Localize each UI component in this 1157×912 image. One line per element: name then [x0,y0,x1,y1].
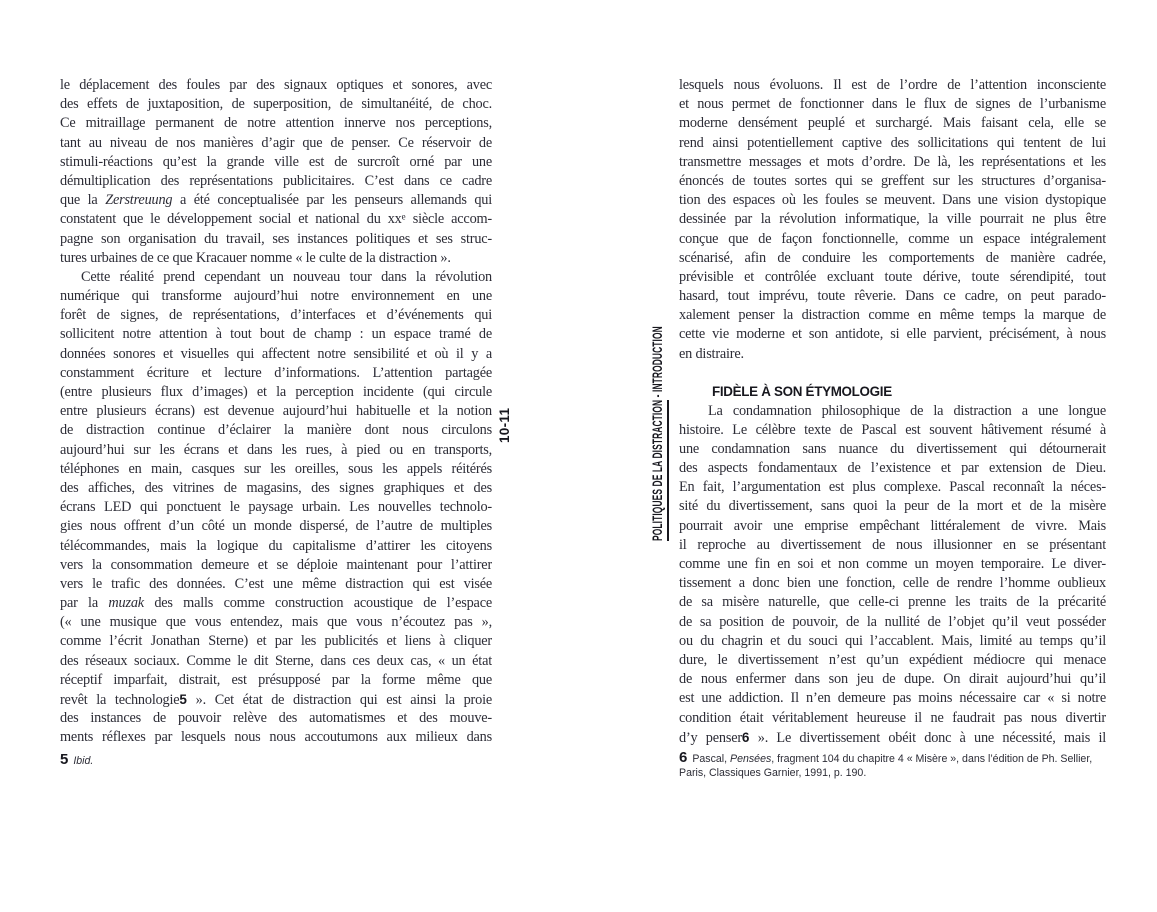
text-line: de nous enfermer dans son jeu de dupe. On dirait aujourd’hui qu’il [679,671,1106,688]
text-line: transmettre messages et mots d’ordre. De là, les représentations et les [679,153,1106,170]
text-line: aujourd’hui sur les écrans et dans les rues, à pied ou en transports, [60,441,492,458]
text-line: constatent que le développement social et national du $xx^e$ siècle accom- [60,211,492,228]
text-line: En fait, l’argumentation est plus complexe. Pascal reconnaît la néces- [679,479,1106,496]
text-line: des aspects fondamentaux de l’existence et par extension de Dieu. [679,460,1106,477]
text-line: lesquels nous évoluons. Il est de l’ordre de l’attention inconsciente [679,77,1106,93]
text-line: téléphones en main, casques sur les oreilles, sous les appels réitérés [60,460,492,477]
text-line: le déplacement des foules par des signaux optiques et sonores, avec [60,77,492,93]
text-line: La condamnation philosophique de la distraction a une longue [708,402,1106,419]
text-line: que la Zerstreuung a été conceptualisée par les penseurs allemands qui [60,192,492,209]
section-heading: FIDÈLE À SON ÉTYMOLOGIE [712,384,892,400]
text-line: conçue que de façon fonctionnelle, comme un espace intégralement [679,230,1106,247]
text-line: tures urbaines de ce que Kracauer nomme « le culte de la distraction ». [60,249,451,266]
left-page-text [60,76,492,748]
text-line: entre plusieurs écrans) est devenue aujourd’hui habituelle et la notion [60,403,492,420]
text-line: des affiches, des vitrines de magasins, des signes graphiques et des [60,479,492,496]
text-line: histoire. Le célèbre texte de Pascal est souvent hâtivement résumé à [679,421,1106,438]
text-line: revêt la technologie5 ». Cet état de distraction qui est ainsi la proie [60,692,492,708]
text-line: ou du chagrin et du souci qui l’accablent. Mais, limité au temps qu’il [679,632,1106,649]
paragraph [679,402,1106,747]
footnote-marker: 6 [679,749,688,766]
text-line: est une addiction. Il n’en demeure pas moins nécessaire car « si notre [679,690,1106,707]
text-line: gies nous offrent d’un côté un monde dispersé, de l’autre de multiples [60,518,492,535]
text-line: télécommandes, mais la logique du capitalisme d’attirer les citoyens [60,537,492,554]
text-line: (entre plusieurs flux d’images) et la perception incidente (qui circule [60,384,492,400]
text-line: condition était véritablement heureuse il ne faudrait pas nous divertir [679,709,1106,726]
text-line: forêt de signes, de représentations, d’interfaces et d’événements qui [60,307,492,324]
paragraph [60,76,492,268]
text-line: sité du divertissement, sans quoi la peur de la mort et de la misère [679,498,1106,515]
text-line: dure, le divertissement n’est qu’un expédient médiocre qui menace [679,651,1106,668]
text-line: moderne densément peuplé et surchargé. Mais faisant cela, elle se [679,115,1106,132]
page-number [497,405,514,443]
text-line: (« une musique que vous entendez, mais que vous n’écoutez pas », [60,614,492,631]
right-page-text [679,76,1106,747]
text-line: comme une fin en soi et non comme un moyen temporaire. Le diver- [679,556,1106,572]
text-line: prévisible et contrôlée excluant toute dérive, toute sérendipité, tout [679,268,1106,285]
text-line: cette vie moderne et son antidote, si elle parvient, précisément, à nous [679,326,1106,343]
text-line: écrans LED qui ponctuent le paysage urbain. Les nouvelles technolo- [60,499,492,516]
text-line: en distraire. [679,345,744,362]
paragraph [679,76,1106,364]
text-line: ments réflexes par lesquels nous nous accoutumons aux milieux dans [60,729,492,746]
text-line: données sonores et visuelles qui affectent notre sensibilité et où il y a [60,345,492,362]
footnote-text: Pascal, Pensées, fragment 104 du chapitre 4 « Misère », dans l’édition de Ph. Sellier, Paris, Classiques Garnier, 1991, p. 190. [679,753,1093,779]
right-footnote [679,751,1106,780]
running-title-chapter: - INTRODUCTION [649,326,665,400]
text-line: vers la consommation demeure et se déploie maintenant pour l’attirer [60,556,492,573]
text-line: stimuli-réactions qu’est la grande ville est de surcroît orné par une [60,153,492,170]
text-line: des instances de pouvoir relève des automatismes et des mouve- [60,710,492,727]
paragraph [60,268,492,748]
text-line: comme l’écrit Jonathan Sterne) et par les publicités et liens à cliquer [60,633,492,650]
text-line: Ce mitraillage permanent de notre attention innerve nos perceptions, [60,115,492,132]
text-line: pourrait avoir une emprise empêchant littéralement de vivre. Mais [679,517,1106,534]
left-footnote [60,753,492,769]
text-line: constamment écriture et lecture d’informations. L’attention partagée [60,364,492,381]
running-title [649,309,669,541]
text-line: vers le trafic des données. C’est une même distraction qui est visée [60,575,492,592]
text-line: il reproche au divertissement de nous illusionner en se présentant [679,536,1106,553]
footnote-text: Ibid. [73,755,94,767]
text-line: des réseaux sociaux. Comme le dit Sterne, dans ces deux cas, « un état [60,652,492,669]
text-line: énoncés de toutes sortes qui se greffent sur les structures d’organisa- [679,172,1106,189]
text-line: une condamnation sans nuance du divertissement qui détournerait [679,440,1106,457]
text-line: tant au niveau de nos manières d’agir que de penser. Ce réservoir de [60,134,492,151]
text-line: de distraction continue d’éclairer la manière dont nous circulons [60,422,492,439]
text-line: des effets de juxtaposition, de superposition, de simultanéité, de choc. [60,96,492,113]
text-line: démultiplication des représentations publicitaires. C’est dans ce cadre [60,172,492,189]
running-title-book: POLITIQUES DE LA DISTRACTION [649,400,669,541]
text-line: xalement penser la distraction comme en même temps la marque de [679,307,1106,324]
running-title-text [649,326,665,541]
text-line: Cette réalité prend cependant un nouveau tour dans la révolution [81,268,492,285]
text-line: pagne son organisation du travail, ses instances politiques et ses struc- [60,230,492,247]
text-line: rend ainsi potentiellement captive des sollicitations qui tentent de lui [679,134,1106,151]
text-line: tion des espaces où les foules se meuvent. Dans une vision dystopique [679,192,1106,209]
text-line: et nous permet de fonctionner dans le flux de signes de l’urbanisme [679,96,1106,113]
text-line: scénarisé, afin de conduire les comportements de manière cadrée, [679,249,1106,266]
text-line: de sa misère naturelle, que celle-ci prenne les traits de la précarité [679,594,1106,611]
text-line: dessinée par la révolution informatique, la ville pourrait ne plus être [679,211,1106,228]
text-line: hasard, tout imprévu, toute rêverie. Dans ce cadre, on peut parado- [679,288,1106,305]
footnote-marker: 5 [60,751,69,768]
text-line: sollicitent notre attention à tout bout de champ : un espace tramé de [60,326,492,343]
text-line: tissement a donc bien une fonction, celle de rendre l’homme oublieux [679,575,1106,592]
page-number-label: 10-11 [497,407,512,443]
text-line: par la muzak des malls comme construction acoustique de l’espace [60,595,492,612]
text-line: de sa position de pouvoir, de la nullité de l’objet qu’il veut posséder [679,613,1106,630]
text-line: numérique qui transforme aujourd’hui notre environnement en une [60,288,492,305]
text-line: réceptif imparfait, distrait, est présupposé par la forme même que [60,671,492,688]
text-line: d’y penser6 ». Le divertissement obéit donc à une nécessité, mais il [679,729,1106,746]
